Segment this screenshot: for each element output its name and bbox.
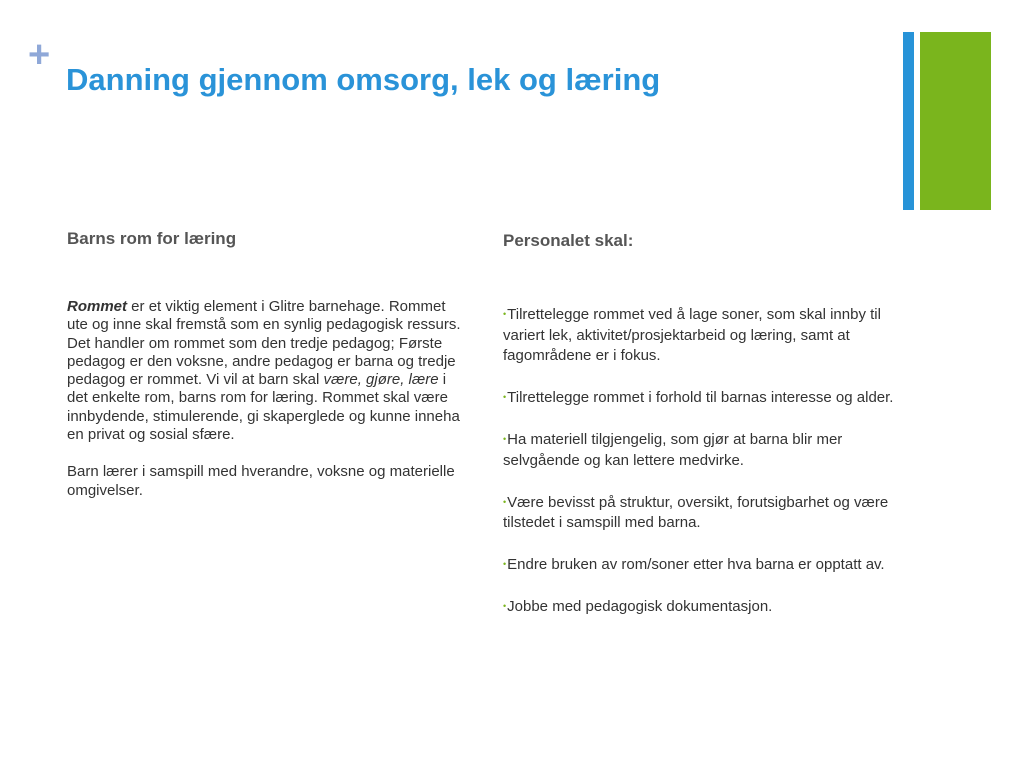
paragraph-tredje-pedagog xyxy=(67,335,462,445)
accent-bar-blue xyxy=(903,32,914,210)
list-item xyxy=(503,554,898,576)
paragraph-rommet xyxy=(67,298,462,335)
list-item xyxy=(503,387,898,409)
list-item-text: Jobbe med pedagogisk dokumentasjon. xyxy=(507,598,773,615)
list-item-text: Ha materiell tilgjengelig, som gjør at barna blir mer selvgående og kan lettere medvirke. xyxy=(503,431,843,469)
paragraph-tredje-pedagog-text-a: Det handler om rommet som den tredje pedagog; Første pedagog er den voksne, andre pedagog er barna og tredje pedagog er rommet. Vi vil at barn skal xyxy=(67,334,456,389)
list-item-text: Tilrettelegge rommet ved å lage soner, som skal innby til variert lek, aktivitet/prosjektarbeid og læring, samt at fagområdene er i fokus. xyxy=(503,306,881,364)
list-item xyxy=(503,596,898,618)
slide-title: Danning gjennom omsorg, lek og læring xyxy=(66,62,661,97)
paragraph-samspill: Barn lærer i samspill med hverandre, voksne og materielle omgivelser. xyxy=(67,463,455,499)
bullet-icon: • xyxy=(503,434,507,444)
emphasis-rommet: Rommet xyxy=(67,298,128,315)
right-column-heading: Personalet skal: xyxy=(503,231,634,250)
staff-task-list xyxy=(503,304,898,638)
paragraph-tredje-pedagog-text-b: i det enkelte rom, barns rom for læring. Rommet skal være innbydende, stimulerende, gi skaperglede og kunne inneha en privat og sosial sfære. xyxy=(67,371,460,444)
left-column-body xyxy=(67,298,462,500)
bullet-icon: • xyxy=(503,496,507,507)
list-item-text: Tilrettelegge rommet i forhold til barnas interesse og alder. xyxy=(507,389,894,406)
bullet-icon: • xyxy=(503,601,507,611)
plus-icon: + xyxy=(28,34,51,76)
bullet-icon: • xyxy=(503,559,507,569)
paragraph-rommet-text: er et viktig element i Glitre barnehage. Rommet ute og inne skal fremstå som en synlig pedagogisk ressurs. xyxy=(67,298,461,334)
list-item xyxy=(503,304,898,367)
accent-bar-green xyxy=(920,32,991,210)
list-item xyxy=(503,429,898,471)
list-item xyxy=(503,492,898,534)
left-column-heading: Barns rom for læring xyxy=(67,229,237,248)
bullet-icon: • xyxy=(503,392,507,402)
bullet-icon: • xyxy=(503,309,507,319)
list-item-text: Endre bruken av rom/soner etter hva barna er opptatt av. xyxy=(507,556,885,573)
list-item-text: Være bevisst på struktur, oversikt, forutsigbarhet og være tilstedet i samspill med barna. xyxy=(503,493,889,531)
emphasis-vaere-gjore-laere: være, gjøre, lære xyxy=(323,371,439,389)
